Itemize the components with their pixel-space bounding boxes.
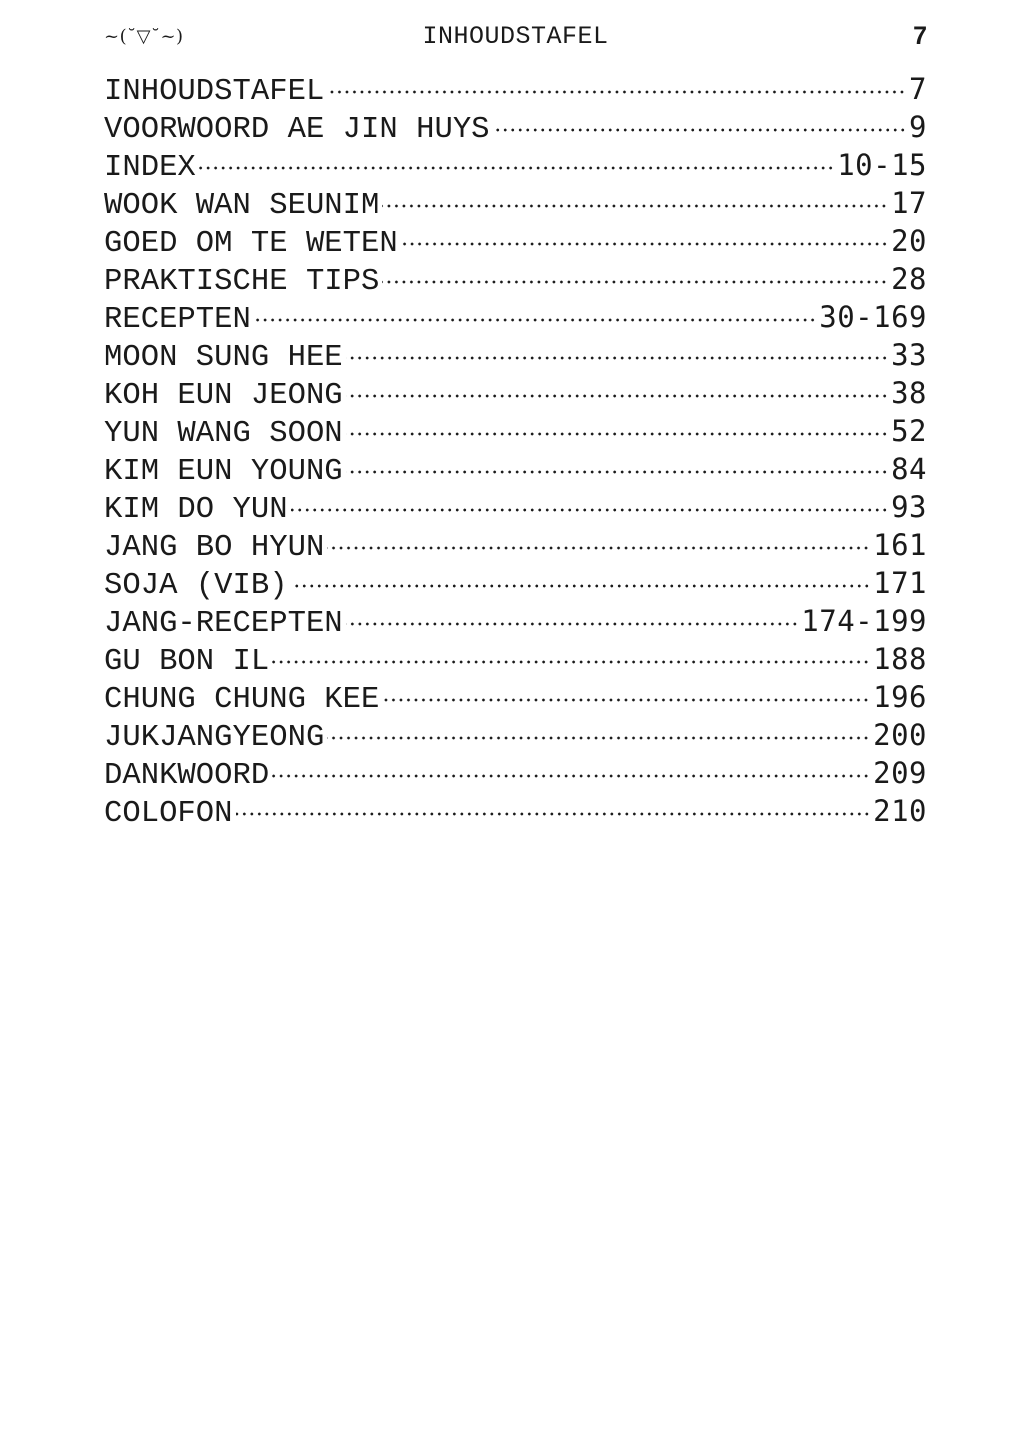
toc-entry-title: CHUNG CHUNG KEE bbox=[104, 683, 380, 717]
toc-entry bbox=[104, 108, 927, 146]
toc-entry-page: 174-199 bbox=[801, 604, 927, 638]
toc-entry-title: KIM EUN YOUNG bbox=[104, 455, 343, 489]
dot-leader bbox=[272, 660, 870, 664]
toc-entry bbox=[104, 602, 927, 640]
toc-entry bbox=[104, 564, 927, 602]
toc-entry-page: 171 bbox=[873, 566, 927, 600]
toc-entry-page: 93 bbox=[891, 490, 927, 524]
dot-leader bbox=[401, 242, 888, 246]
toc-entry-page: 28 bbox=[891, 262, 927, 296]
toc-entry-page: 33 bbox=[891, 338, 927, 372]
dot-leader bbox=[327, 90, 906, 94]
toc-entry bbox=[104, 678, 927, 716]
toc-entry bbox=[104, 260, 927, 298]
toc-entry-title: SOJA (VIB) bbox=[104, 569, 288, 603]
dot-leader bbox=[382, 698, 870, 702]
toc-entry-page: 209 bbox=[873, 756, 927, 790]
dot-leader bbox=[346, 470, 888, 474]
page-number: 7 bbox=[913, 22, 927, 50]
toc-entry-page: 52 bbox=[891, 414, 927, 448]
toc-entry-title: JANG-RECEPTEN bbox=[104, 607, 343, 641]
toc-entry-page: 161 bbox=[873, 528, 927, 562]
toc-entry-title: RECEPTEN bbox=[104, 303, 251, 337]
toc-entry bbox=[104, 640, 927, 678]
toc-entry bbox=[104, 222, 927, 260]
dot-leader bbox=[291, 584, 871, 588]
toc-entry-page: 20 bbox=[891, 224, 927, 258]
toc-entry-title: MOON SUNG HEE bbox=[104, 341, 343, 375]
toc-entry-page: 188 bbox=[873, 642, 927, 676]
toc-entry-title: VOORWOORD AE JIN HUYS bbox=[104, 113, 490, 147]
toc-entry-page: 210 bbox=[873, 794, 927, 828]
dot-leader bbox=[346, 432, 888, 436]
toc-entry-page: 84 bbox=[891, 452, 927, 486]
running-title: INHOUDSTAFEL bbox=[422, 22, 609, 51]
toc-entry bbox=[104, 526, 927, 564]
dot-leader bbox=[493, 128, 906, 132]
toc-entry bbox=[104, 336, 927, 374]
toc-entry-title: DANKWOORD bbox=[104, 759, 270, 793]
toc-entry bbox=[104, 412, 927, 450]
toc-entry-page: 9 bbox=[909, 110, 927, 144]
dot-leader bbox=[254, 318, 816, 322]
toc-entry-title: PRAKTISCHE TIPS bbox=[104, 265, 380, 299]
page-header bbox=[104, 18, 927, 58]
dot-leader bbox=[272, 774, 870, 778]
toc-entry-title: JANG BO HYUN bbox=[104, 531, 325, 565]
toc-entry-page: 196 bbox=[873, 680, 927, 714]
dot-leader bbox=[327, 736, 870, 740]
toc-entry bbox=[104, 450, 927, 488]
dot-leader bbox=[346, 356, 888, 360]
toc-entry-title: COLOFON bbox=[104, 797, 233, 831]
toc-entry-page: 7 bbox=[909, 72, 927, 106]
dot-leader bbox=[382, 280, 888, 284]
table-of-contents bbox=[104, 70, 927, 830]
toc-entry-title: INDEX bbox=[104, 151, 196, 185]
toc-entry-page: 17 bbox=[891, 186, 927, 220]
dot-leader bbox=[236, 812, 871, 816]
dot-leader bbox=[327, 546, 870, 550]
toc-entry bbox=[104, 754, 927, 792]
toc-entry-page: 200 bbox=[873, 718, 927, 752]
toc-entry bbox=[104, 488, 927, 526]
toc-entry-title: KOH EUN JEONG bbox=[104, 379, 343, 413]
dot-leader bbox=[291, 508, 888, 512]
toc-entry bbox=[104, 184, 927, 222]
toc-entry-page: 38 bbox=[891, 376, 927, 410]
toc-entry bbox=[104, 146, 927, 184]
toc-entry-title: GOED OM TE WETEN bbox=[104, 227, 398, 261]
dot-leader bbox=[346, 394, 888, 398]
toc-entry-title: KIM DO YUN bbox=[104, 493, 288, 527]
toc-entry-page: 10-15 bbox=[837, 148, 927, 182]
header-emoticon: ~(˘▽˘~) bbox=[104, 26, 184, 47]
dot-leader bbox=[346, 622, 799, 626]
toc-entry bbox=[104, 792, 927, 830]
toc-entry bbox=[104, 298, 927, 336]
toc-entry-title: WOOK WAN SEUNIM bbox=[104, 189, 380, 223]
dot-leader bbox=[382, 204, 888, 208]
toc-entry-title: JUKJANGYEONG bbox=[104, 721, 325, 755]
toc-entry bbox=[104, 70, 927, 108]
toc-entry-page: 30-169 bbox=[819, 300, 927, 334]
dot-leader bbox=[199, 166, 834, 170]
toc-entry-title: INHOUDSTAFEL bbox=[104, 75, 325, 109]
toc-entry-title: GU BON IL bbox=[104, 645, 270, 679]
toc-entry bbox=[104, 716, 927, 754]
toc-entry bbox=[104, 374, 927, 412]
toc-entry-title: YUN WANG SOON bbox=[104, 417, 343, 451]
